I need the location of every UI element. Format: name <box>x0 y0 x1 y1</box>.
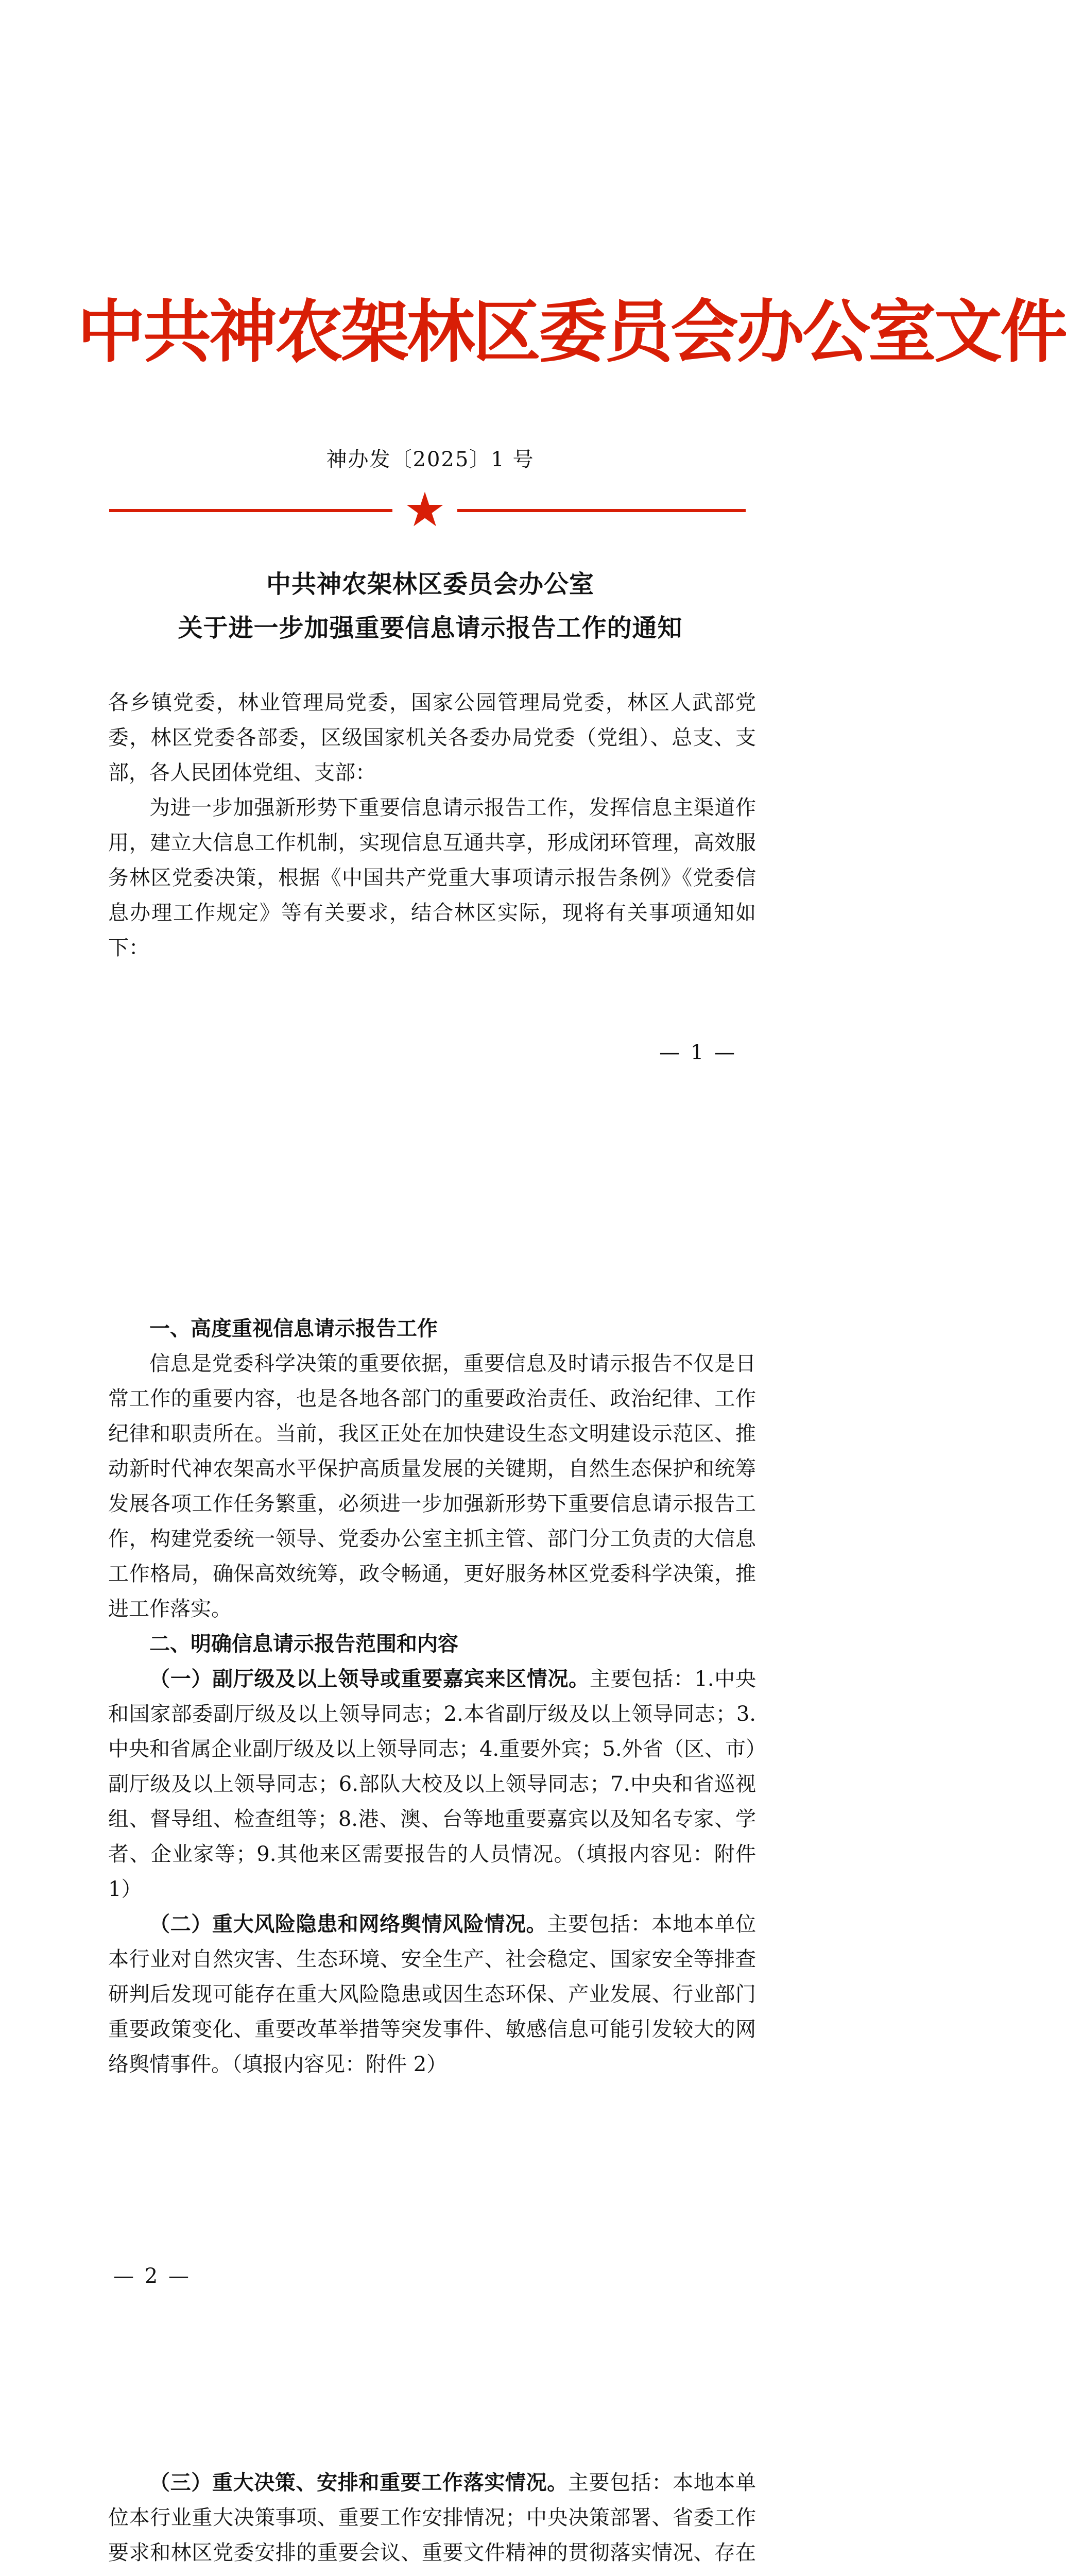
item3-paragraph <box>108 2465 756 2576</box>
item2-paragraph <box>108 1907 756 2082</box>
addressee: 各乡镇党委，林业管理局党委，国家公园管理局党委，林区人武部党委，林区党委各部委，区级国家机关各委办局党委（党组）、总支、支部，各人民团体党组、支部： <box>108 691 756 785</box>
star-icon: ★ <box>403 482 446 537</box>
item2-text: 主要包括：本地本单位本行业对自然灾害、生态环境、安全生产、社会稳定、国家安全等排查研判后发现可能存在重大风险隐患或因生态环保、产业发展、行业部门重要政策变化、重要改革举措等突发事件、敏感信息可能引发较大的网络舆情事件。（填报内容见：附件 2） <box>108 1912 756 2076</box>
page3-body <box>108 2465 756 2576</box>
red-header-title: 中共神农架林区委员会办公室文件 <box>77 293 1066 372</box>
section2-heading: 二、明确信息请示报告范围和内容 <box>149 1632 458 1656</box>
intro-paragraph: 为进一步加强新形势下重要信息请示报告工作，发挥信息主渠道作用，建立大信息工作机制，实现信息互通共享，形成闭环管理，高效服务林区党委决策，根据《中国共产党重大事项请示报告条例》《党委信息办理工作规定》等有关要求，结合林区实际，现将有关事项通知如下： <box>108 796 756 960</box>
red-divider-left <box>109 509 392 512</box>
item1-paragraph <box>108 1662 756 1907</box>
item1-text: 主要包括：1.中央和国家部委副厅级及以上领导同志；2.本省副厅级及以上领导同志；3.中央和省属企业副厅级及以上领导同志；4.重要外宾；5.外省（区、市）副厅级及以上领导同志；6.部队大校及以上领导同志；7.中央和省巡视组、督导组、检查组等；8.港、澳、台等地重要嘉宾以及知名专家、学者、企业家等；9.其他来区需要报告的人员情况。（填报内容见：附件 1） <box>108 1667 756 1901</box>
notice-title-line2: 关于进一步加强重要信息请示报告工作的通知 <box>178 614 683 642</box>
page-number-2: — 2 — <box>113 2264 191 2288</box>
document-number: 神办发〔2025〕1 号 <box>326 448 535 471</box>
item2-lead: （二）重大风险隐患和网络舆情风险情况。 <box>149 1912 547 1936</box>
section1-heading: 一、高度重视信息请示报告工作 <box>149 1317 438 1341</box>
item3-lead: （三）重大决策、安排和重要工作落实情况。 <box>149 2470 568 2495</box>
page2-body <box>108 1311 756 2082</box>
notice-title-line1: 中共神农架林区委员会办公室 <box>266 570 594 599</box>
red-divider-right <box>457 509 746 512</box>
page-number-1: — 1 — <box>659 1041 737 1064</box>
item3-text: 主要包括：本地本单位本行业重大决策事项、重要工作安排情况；中央决策部署、省委工作要求和林区党委安排的重要会议、重要文件精神的贯彻落实情况、存在 <box>108 2471 756 2565</box>
section1-paragraph: 信息是党委科学决策的重要依据，重要信息及时请示报告不仅是日常工作的重要内容，也是各地各部门的重要政治责任、政治纪律、工作纪律和职责所在。当前，我区正处在加快建设生态文明建设示范区、推动新时代神农架高水平保护高质量发展的关键期，自然生态保护和统筹发展各项工作任务繁重，必须进一步加强新形势下重要信息请示报告工作，构建党委统一领导、党委办公室主抓主管、部门分工负责的大信息工作格局，确保高效统筹，政令畅通，更好服务林区党委科学决策，推进工作落实。 <box>108 1352 756 1621</box>
item1-lead: （一）副厅级及以上领导或重要嘉宾来区情况。 <box>149 1667 590 1691</box>
page1-body <box>108 685 756 965</box>
